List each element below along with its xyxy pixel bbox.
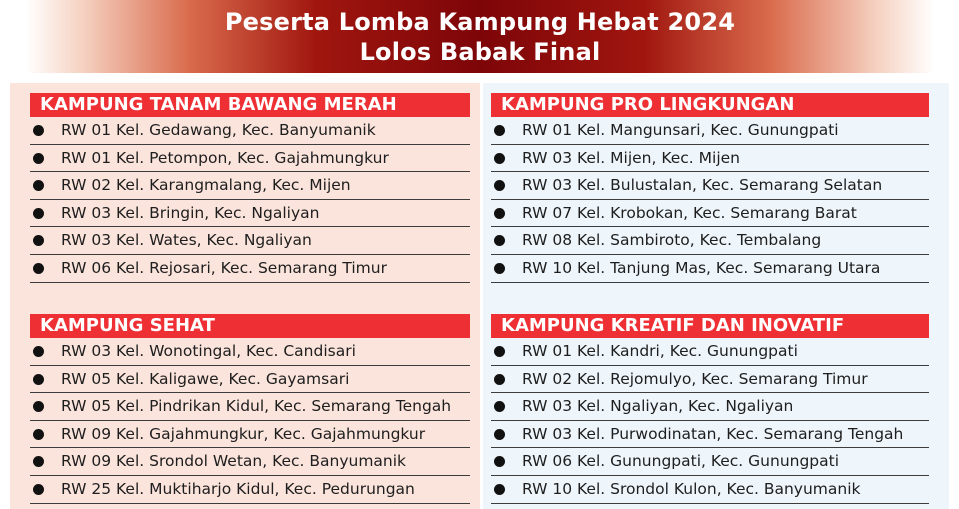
list-item-text: RW 03 Kel. Bulustalan, Kec. Semarang Selatan bbox=[522, 176, 883, 195]
list-item bbox=[30, 366, 470, 394]
bullet-dot-icon bbox=[33, 429, 44, 440]
bullet-dot-icon bbox=[33, 180, 44, 191]
section-title: KAMPUNG PRO LINGKUNGAN bbox=[491, 93, 929, 117]
list-item bbox=[30, 200, 470, 228]
list-item bbox=[491, 476, 929, 504]
list-item bbox=[491, 227, 929, 255]
list-item-text: RW 10 Kel. Srondol Kulon, Kec. Banyumanik bbox=[522, 479, 861, 498]
list-item bbox=[30, 117, 470, 145]
list-item bbox=[491, 338, 929, 366]
list-item-text: RW 10 Kel. Tanjung Mas, Kec. Semarang Utara bbox=[522, 258, 881, 277]
list-item-text: RW 03 Kel. Ngaliyan, Kec. Ngaliyan bbox=[522, 397, 794, 416]
list-item-text: RW 01 Kel. Gedawang, Kec. Banyumanik bbox=[61, 121, 376, 139]
entry-list bbox=[30, 117, 470, 283]
bullet-dot-icon bbox=[494, 484, 505, 495]
list-item bbox=[30, 172, 470, 200]
section-title: KAMPUNG TANAM BAWANG MERAH bbox=[30, 93, 470, 117]
section-kampung-pro-lingkungan bbox=[491, 93, 929, 283]
list-item bbox=[491, 393, 929, 421]
list-item bbox=[491, 172, 929, 200]
list-item bbox=[30, 393, 470, 421]
list-item-text: RW 01 Kel. Mangunsari, Kec. Gunungpati bbox=[522, 121, 839, 139]
list-item-text: RW 09 Kel. Srondol Wetan, Kec. Banyumanik bbox=[61, 452, 407, 471]
bullet-dot-icon bbox=[494, 346, 505, 357]
list-item bbox=[30, 476, 470, 504]
bullet-dot-icon bbox=[494, 235, 505, 246]
bullet-dot-icon bbox=[494, 125, 505, 136]
bullet-dot-icon bbox=[33, 346, 44, 357]
list-item-text: RW 01 Kel. Kandri, Kec. Gunungpati bbox=[522, 342, 798, 360]
bullet-dot-icon bbox=[33, 401, 44, 412]
bullet-dot-icon bbox=[33, 153, 44, 164]
left-panel bbox=[10, 83, 480, 509]
list-item-text: RW 07 Kel. Krobokan, Kec. Semarang Barat bbox=[522, 203, 857, 222]
list-item-text: RW 06 Kel. Gunungpati, Kec. Gunungpati bbox=[522, 452, 840, 471]
list-item-text: RW 05 Kel. Pindrikan Kidul, Kec. Semarang Tengah bbox=[61, 397, 452, 416]
list-item-text: RW 02 Kel. Karangmalang, Kec. Mijen bbox=[61, 176, 351, 195]
bullet-dot-icon bbox=[494, 263, 505, 274]
bullet-dot-icon bbox=[494, 180, 505, 191]
list-item bbox=[491, 448, 929, 476]
section-kampung-kreatif-dan-inovatif bbox=[491, 314, 929, 504]
bullet-dot-icon bbox=[33, 456, 44, 467]
list-item bbox=[491, 117, 929, 145]
list-item bbox=[491, 200, 929, 228]
section-kampung-tanam-bawang-merah bbox=[30, 93, 470, 283]
list-item bbox=[491, 421, 929, 449]
bullet-dot-icon bbox=[33, 235, 44, 246]
list-item bbox=[491, 255, 929, 283]
list-item-text: RW 03 Kel. Mijen, Kec. Mijen bbox=[522, 148, 740, 167]
list-item bbox=[30, 145, 470, 173]
list-item-text: RW 09 Kel. Gajahmungkur, Kec. Gajahmungkur bbox=[61, 424, 426, 443]
section-title: KAMPUNG SEHAT bbox=[30, 314, 470, 338]
list-item-text: RW 03 Kel. Wates, Kec. Ngaliyan bbox=[61, 231, 312, 250]
bullet-dot-icon bbox=[33, 125, 44, 136]
list-item bbox=[30, 227, 470, 255]
list-item-text: RW 03 Kel. Bringin, Kec. Ngaliyan bbox=[61, 203, 320, 222]
list-item-text: RW 05 Kel. Kaligawe, Kec. Gayamsari bbox=[61, 369, 350, 388]
list-item bbox=[30, 448, 470, 476]
bullet-dot-icon bbox=[494, 429, 505, 440]
entry-list bbox=[491, 117, 929, 283]
list-item-text: RW 25 Kel. Muktiharjo Kidul, Kec. Pedurungan bbox=[61, 479, 415, 498]
bullet-dot-icon bbox=[33, 484, 44, 495]
bullet-dot-icon bbox=[33, 263, 44, 274]
list-item-text: RW 08 Kel. Sambiroto, Kec. Tembalang bbox=[522, 231, 822, 250]
section-kampung-sehat bbox=[30, 314, 470, 504]
page-title-line-2: Lolos Babak Final bbox=[359, 37, 601, 66]
entry-list bbox=[30, 338, 470, 504]
bullet-dot-icon bbox=[494, 456, 505, 467]
list-item bbox=[30, 421, 470, 449]
list-item-text: RW 02 Kel. Rejomulyo, Kec. Semarang Timur bbox=[522, 369, 868, 388]
right-panel bbox=[483, 83, 949, 509]
list-item-text: RW 06 Kel. Rejosari, Kec. Semarang Timur bbox=[61, 258, 387, 277]
page-title-line-1: Peserta Lomba Kampung Hebat 2024 bbox=[224, 7, 736, 36]
list-item bbox=[30, 255, 470, 283]
list-item bbox=[30, 338, 470, 366]
section-title: KAMPUNG KREATIF DAN INOVATIF bbox=[491, 314, 929, 338]
page-header bbox=[26, 0, 934, 73]
bullet-dot-icon bbox=[33, 374, 44, 385]
bullet-dot-icon bbox=[494, 208, 505, 219]
list-item bbox=[491, 145, 929, 173]
entry-list bbox=[491, 338, 929, 504]
bullet-dot-icon bbox=[494, 374, 505, 385]
list-item-text: RW 03 Kel. Wonotingal, Kec. Candisari bbox=[61, 342, 356, 360]
list-item-text: RW 01 Kel. Petompon, Kec. Gajahmungkur bbox=[61, 148, 389, 167]
list-item-text: RW 03 Kel. Purwodinatan, Kec. Semarang Tengah bbox=[522, 424, 904, 443]
list-item bbox=[491, 366, 929, 394]
bullet-dot-icon bbox=[494, 401, 505, 412]
bullet-dot-icon bbox=[33, 208, 44, 219]
bullet-dot-icon bbox=[494, 153, 505, 164]
